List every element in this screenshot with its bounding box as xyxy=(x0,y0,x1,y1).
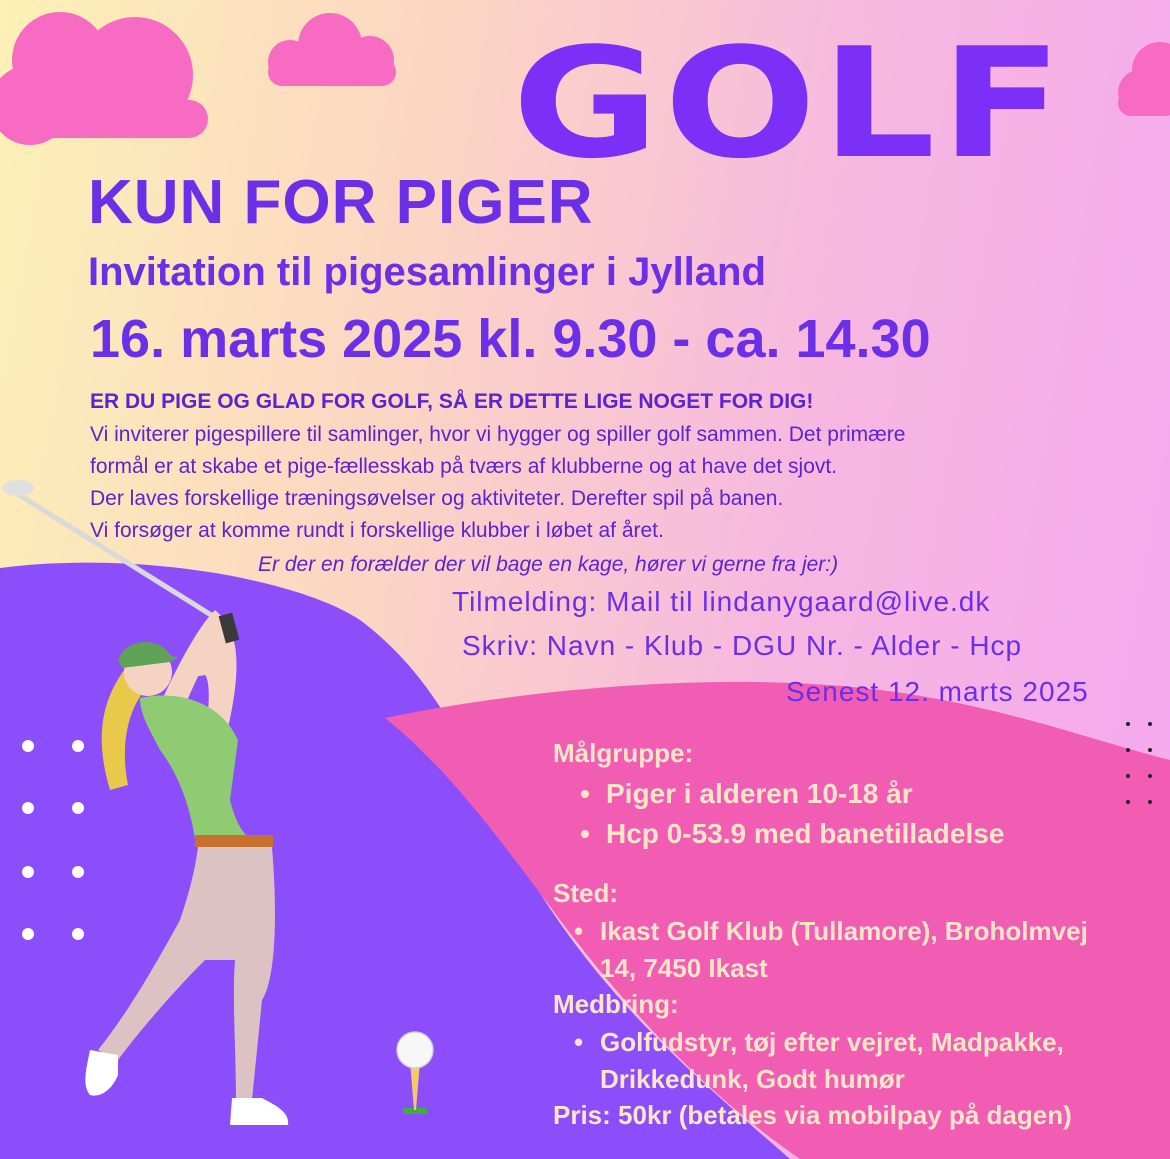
cake-request: Er der en forælder der vil bage en kage, hører vi gerne fra jer:) xyxy=(258,553,839,576)
event-date: 16. marts 2025 kl. 9.30 - ca. 14.30 xyxy=(90,309,931,369)
invitation-heading: Invitation til pigesamlinger i Jylland xyxy=(88,250,766,294)
bring-line: Drikkedunk, Godt humør xyxy=(600,1064,905,1094)
bring-line: • Golfudstyr, tøj efter vejret, Madpakke, xyxy=(600,1029,1064,1055)
signup-instructions: Skriv: Navn - Klub - DGU Nr. - Alder - Hcp xyxy=(462,630,1023,661)
target-group-item: • Hcp 0-53.9 med banetilladelse xyxy=(606,820,1004,848)
target-group-item: • Piger i alderen 10-18 år xyxy=(606,780,913,808)
bring-heading: Medbring: xyxy=(553,989,679,1019)
cloud-right-icon xyxy=(1118,42,1170,116)
price-text: Pris: 50kr (betales via mobilpay på dagen) xyxy=(553,1100,1072,1130)
body-line: Vi forsøger at komme rundt i forskellige klubber i løbet af året. xyxy=(90,519,664,542)
lead-text: ER DU PIGE OG GLAD FOR GOLF, SÅ ER DETTE LIGE NOGET FOR DIG! xyxy=(90,390,814,413)
place-line: • Ikast Golf Klub (Tullamore), Broholmvej xyxy=(600,918,1088,944)
signup-mail: Tilmelding: Mail til lindanygaard@live.dk xyxy=(452,586,991,617)
target-group-heading: Målgruppe: xyxy=(553,738,694,768)
body-line: Der laves forskellige træningsøvelser og aktiviteter. Derefter spil på banen. xyxy=(90,487,784,510)
poster-title: GOLF xyxy=(512,15,1068,192)
body-line: Vi inviterer pigespillere til samlinger, hvor vi hygger og spiller golf sammen. Det primære xyxy=(90,423,906,446)
place-heading: Sted: xyxy=(553,878,618,908)
place-line: 14, 7450 Ikast xyxy=(600,953,768,983)
signup-deadline: Senest 12. marts 2025 xyxy=(786,676,1089,707)
cloud-mid-icon xyxy=(268,13,396,86)
poster-subtitle: KUN FOR PIGER xyxy=(88,168,594,237)
body-line: formål er at skabe et pige-fællesskab på tværs af klubberne og at have det sjovt. xyxy=(90,455,838,478)
cloud-left-icon xyxy=(0,12,208,145)
